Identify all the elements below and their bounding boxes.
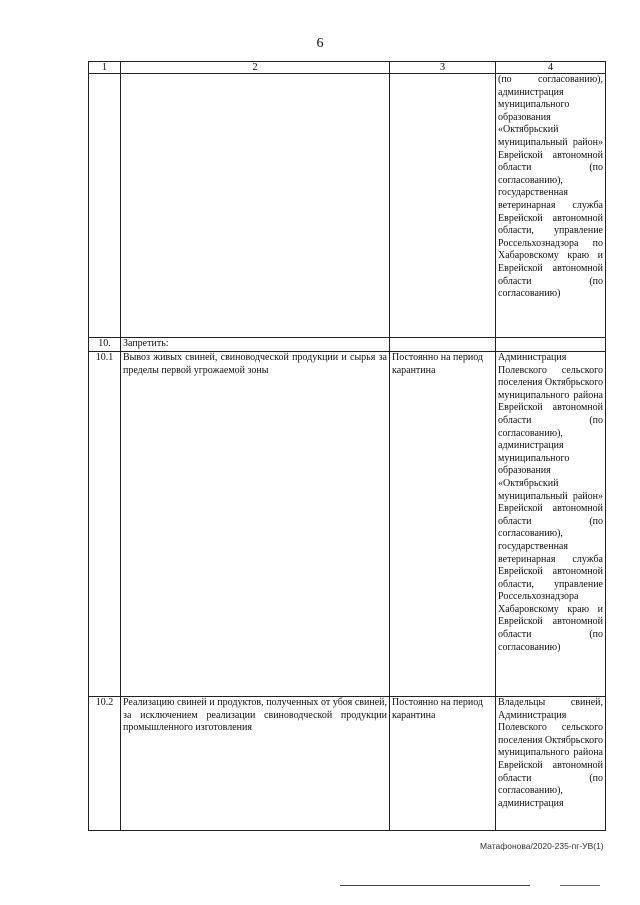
- row-responsible: [496, 338, 606, 352]
- measures-table: [88, 61, 606, 831]
- row-term: [390, 74, 496, 338]
- row-number: 10.2: [89, 697, 121, 831]
- row-measure: Запретить:: [121, 338, 390, 352]
- row-responsible: Владельцы свиней, Администрация Полевского сельского поселения Октябрьского муниципального района Еврейской автономной области (по согласованию), администрация: [496, 697, 606, 831]
- row-number: 10.1: [89, 352, 121, 697]
- row-responsible: (по согласованию), администрация муниципального образования «Октябрьский муниципальный район» Еврейской автономной области (по согласованию), государственная ветеринарная служба Еврейской автономной области, управление Россельхознадзора по Хабаровскому краю и Еврейской автономной области (по согласованию): [496, 74, 606, 338]
- row-measure: Вывоз живых свиней, свиноводческой продукции и сырья за пределы первой угрожаемой зоны: [121, 352, 390, 697]
- row-term: Постоянно на период карантина: [390, 697, 496, 831]
- table-row-10-2: [89, 697, 606, 831]
- bottom-divider-line: [340, 885, 530, 886]
- row-responsible: Администрация Полевского сельского поселения Октябрьского муниципального района Еврейской автономной области (по согласованию), администрация муниципального образования «Октябрьский муниципальный район» Еврейской автономной области (по согласованию), государственная ветеринарная служба Еврейской автономной области, управление Россельхознадзора Хабаровскому краю и Еврейской автономной области (по согласованию): [496, 352, 606, 697]
- table-row-10-1: [89, 352, 606, 697]
- row-term: [390, 338, 496, 352]
- row-measure: Реализацию свиней и продуктов, полученных от убоя свиней, за исключением реализации свиноводческой продукции промышленного изготовления: [121, 697, 390, 831]
- header-col-3: 3: [390, 62, 496, 74]
- document-code: Матафонова/2020-235-пг-УВ(1): [480, 841, 604, 851]
- row-measure: [121, 74, 390, 338]
- page-number: 6: [316, 36, 324, 51]
- row-number: [89, 74, 121, 338]
- table-row-section-10: [89, 338, 606, 352]
- bottom-divider-line-short: [560, 885, 600, 886]
- row-term: Постоянно на период карантина: [390, 352, 496, 697]
- table-row-continuation: [89, 74, 606, 338]
- header-col-4: 4: [496, 62, 606, 74]
- header-col-2: 2: [121, 62, 390, 74]
- row-number: 10.: [89, 338, 121, 352]
- table-header-row: [89, 62, 606, 74]
- header-col-1: 1: [89, 62, 121, 74]
